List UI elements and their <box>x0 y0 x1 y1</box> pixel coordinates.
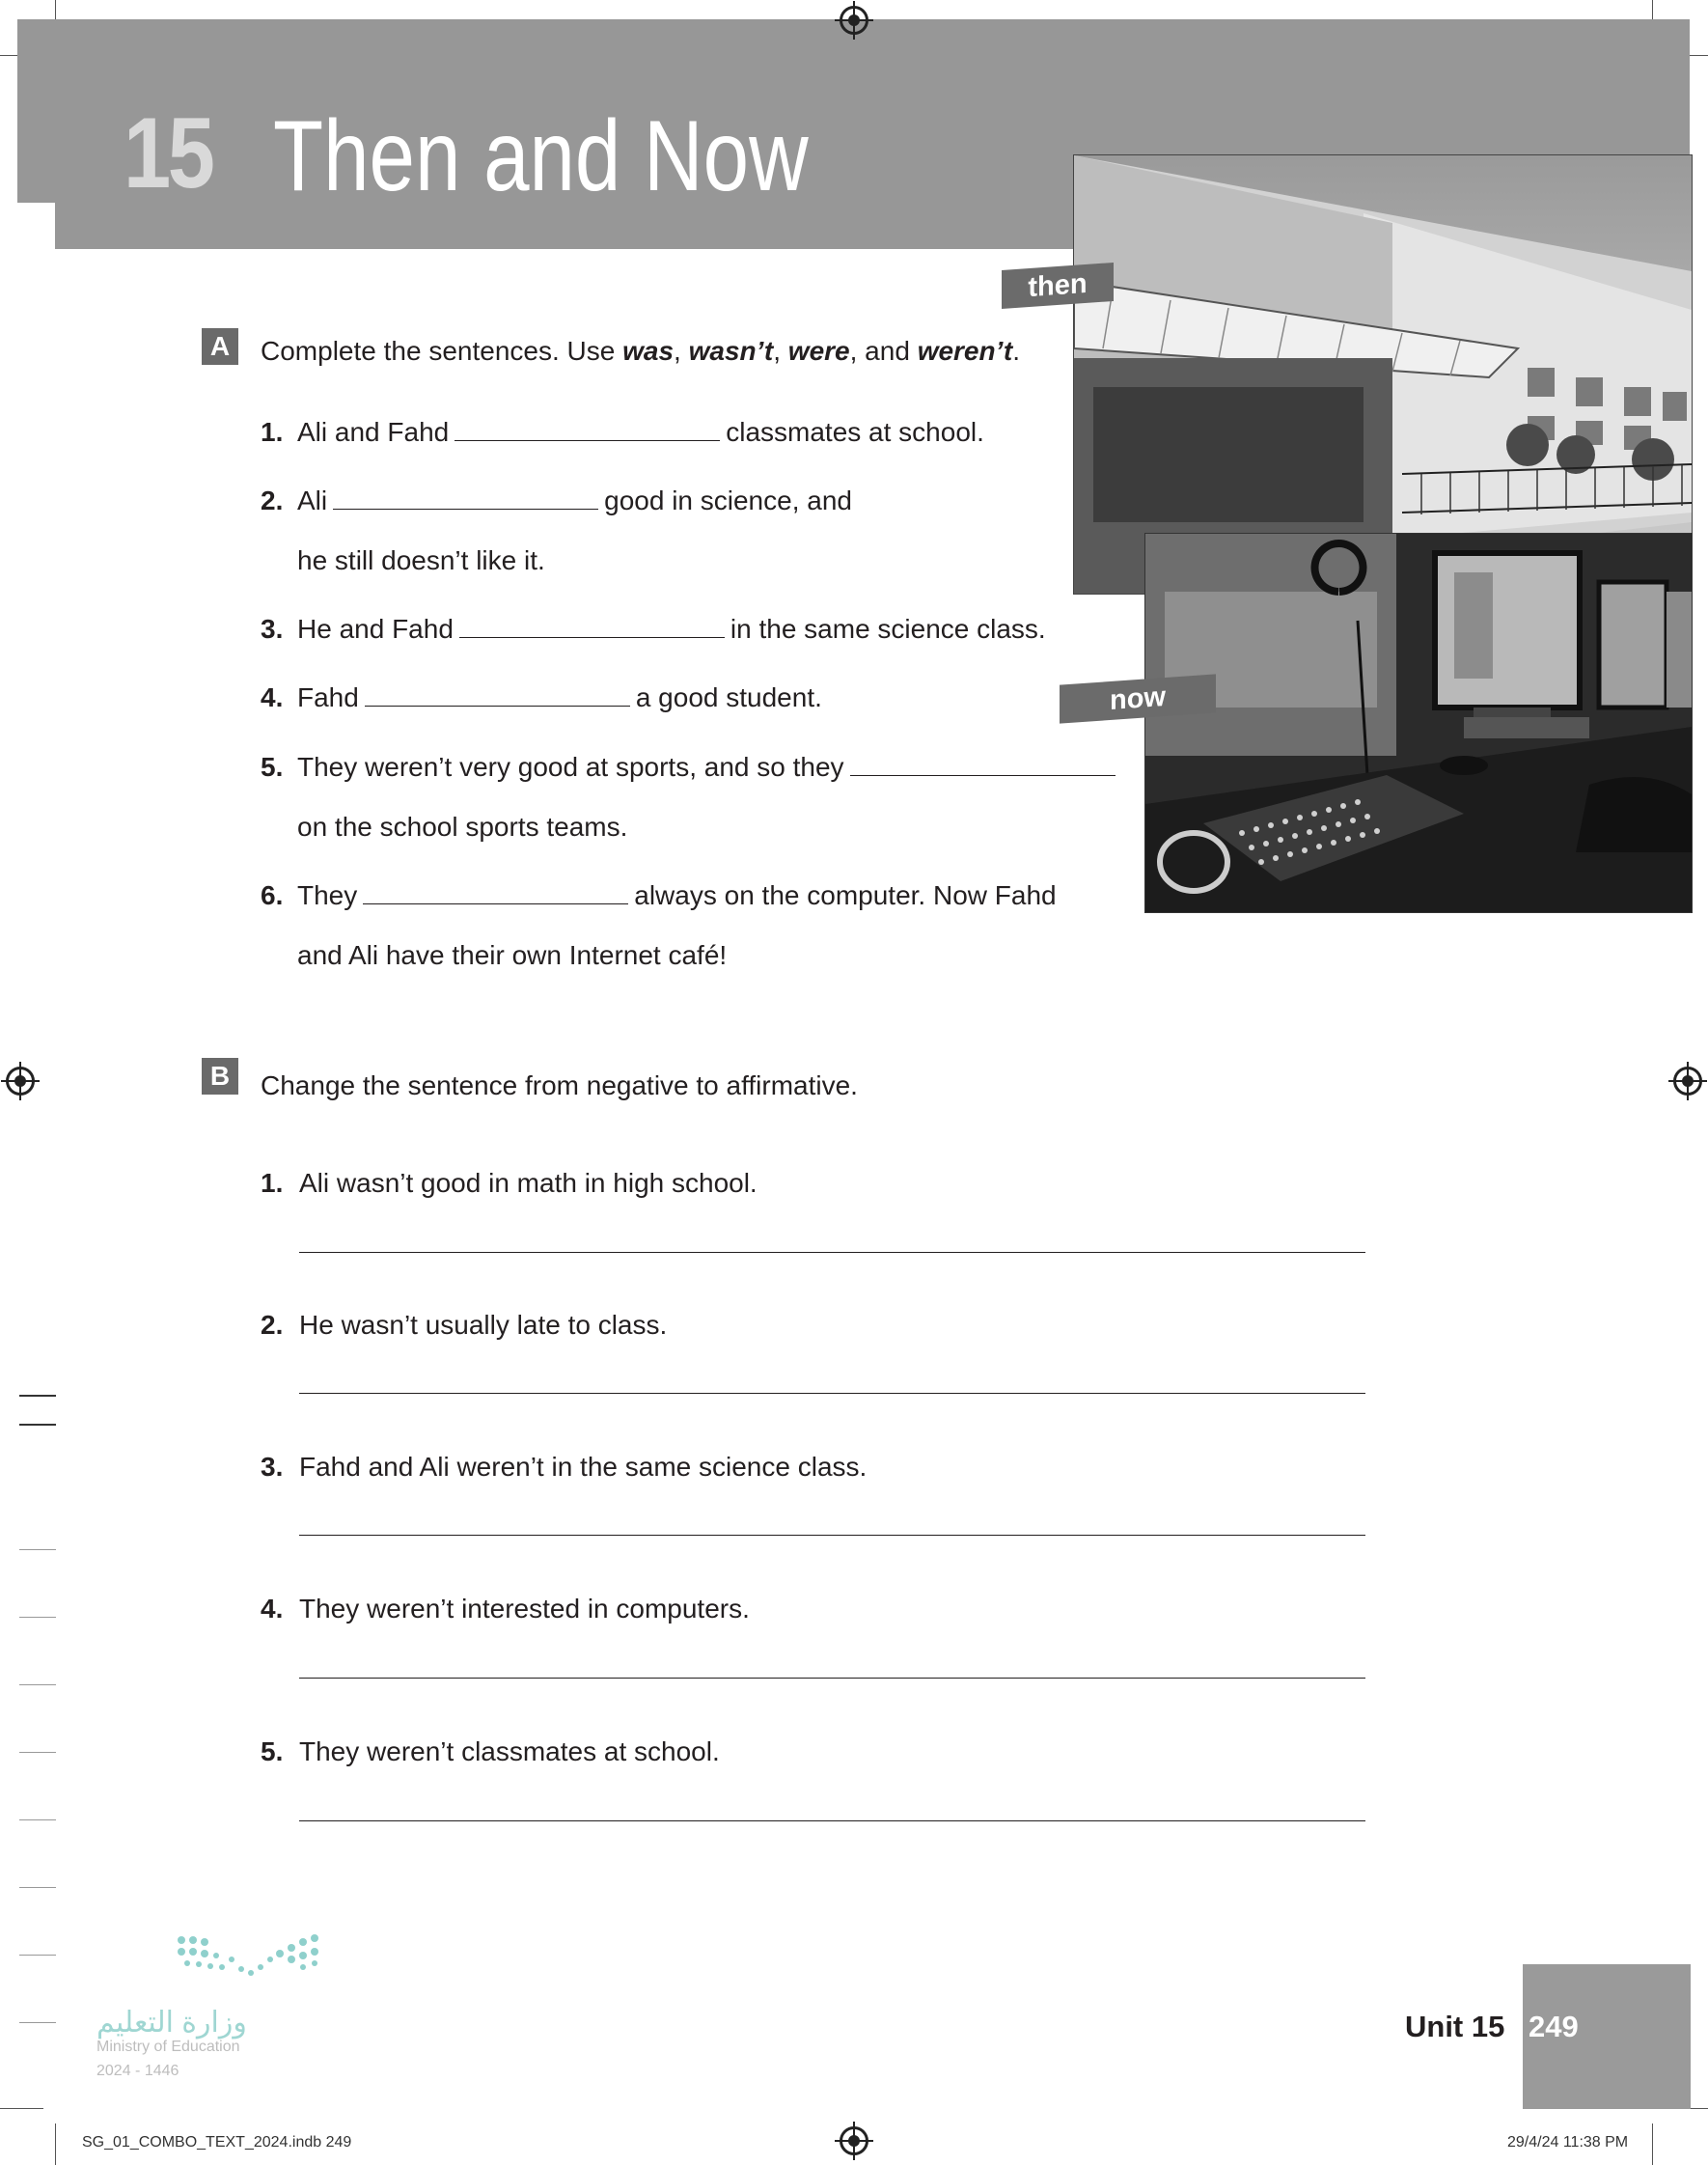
crop-mark <box>0 2108 43 2109</box>
exercise-a-6: 6. They always on the computer. Now Fahd <box>261 880 1057 910</box>
answer-line[interactable] <box>299 1252 1365 1253</box>
crop-mark <box>55 2123 56 2165</box>
section-a-badge: A <box>202 328 238 365</box>
header-band-notch <box>17 19 55 203</box>
exercise-b-3: 3. Fahd and Ali weren’t in the same science class. <box>261 1452 868 1482</box>
ministry-year: 2024 - 1446 <box>96 2063 179 2079</box>
margin-tick <box>19 1819 56 1820</box>
margin-tick <box>19 1955 56 1956</box>
exercise-a-4: 4. Fahd a good student. <box>261 682 822 712</box>
exercise-a-6-continued: and Ali have their own Internet café! <box>297 940 728 970</box>
now-photo <box>1144 533 1693 913</box>
margin-tick <box>19 1549 56 1550</box>
margin-tick <box>19 1752 56 1753</box>
unit-number: 15 <box>124 97 212 209</box>
now-label: now <box>1060 674 1216 723</box>
then-photo <box>1073 154 1693 595</box>
footer-unit-label: Unit 15 <box>1405 2010 1505 2043</box>
page-number: 249 <box>1529 2010 1579 2043</box>
margin-tick <box>19 1395 56 1397</box>
margin-tick <box>19 1617 56 1618</box>
exercise-b-5: 5. They weren’t classmates at school. <box>261 1736 720 1766</box>
crop-mark <box>1652 2123 1653 2165</box>
answer-blank[interactable] <box>363 882 628 904</box>
exercise-a-1: 1. Ali and Fahd classmates at school. <box>261 417 984 447</box>
answer-blank[interactable] <box>850 754 1116 776</box>
answer-blank[interactable] <box>365 684 630 707</box>
margin-tick <box>19 1684 56 1685</box>
exercise-b-4: 4. They weren’t interested in computers. <box>261 1594 750 1624</box>
section-b-badge: B <box>202 1058 238 1095</box>
margin-tick <box>19 2022 56 2023</box>
section-a-instruction: Complete the sentences. Use was, wasn’t, were, and weren’t. <box>261 336 1021 366</box>
exercise-a-2: 2. Ali good in science, and <box>261 486 852 515</box>
answer-line[interactable] <box>299 1820 1365 1821</box>
answer-line[interactable] <box>299 1678 1365 1679</box>
registration-mark-icon <box>840 6 868 35</box>
answer-line[interactable] <box>299 1535 1365 1536</box>
then-label: then <box>1002 263 1114 309</box>
ministry-logo <box>96 1930 347 2090</box>
ministry-dots-icon <box>96 1930 347 1998</box>
registration-mark-icon <box>840 2126 868 2155</box>
registration-mark-icon <box>1673 1067 1702 1096</box>
answer-blank[interactable] <box>455 419 720 441</box>
school-building-illustration <box>1074 155 1692 594</box>
slug-timestamp: 29/4/24 11:38 PM <box>1507 2134 1629 2151</box>
margin-tick <box>19 1887 56 1888</box>
exercise-a-5: 5. They weren’t very good at sports, and so they <box>261 752 1121 783</box>
computer-lab-illustration <box>1145 534 1692 912</box>
margin-tick <box>19 1424 56 1426</box>
answer-blank[interactable] <box>333 487 598 510</box>
exercise-a-3: 3. He and Fahd in the same science class. <box>261 614 1046 644</box>
exercise-a-2-continued: he still doesn’t like it. <box>297 545 545 575</box>
registration-mark-icon <box>6 1067 35 1096</box>
exercise-b-2: 2. He wasn’t usually late to class. <box>261 1310 668 1340</box>
answer-line[interactable] <box>299 1393 1365 1394</box>
section-b-instruction: Change the sentence from negative to affirmative. <box>261 1070 858 1100</box>
page-title: Then and Now <box>273 100 809 212</box>
slug-file-info: SG_01_COMBO_TEXT_2024.indb 249 <box>82 2134 352 2151</box>
ministry-name-english: Ministry of Education <box>96 2039 240 2055</box>
ministry-name-arabic: وزارة التعليم <box>96 2007 247 2039</box>
answer-blank[interactable] <box>459 616 725 638</box>
exercise-b-1: 1. Ali wasn’t good in math in high school. <box>261 1168 758 1198</box>
exercise-a-5-continued: on the school sports teams. <box>297 812 628 842</box>
